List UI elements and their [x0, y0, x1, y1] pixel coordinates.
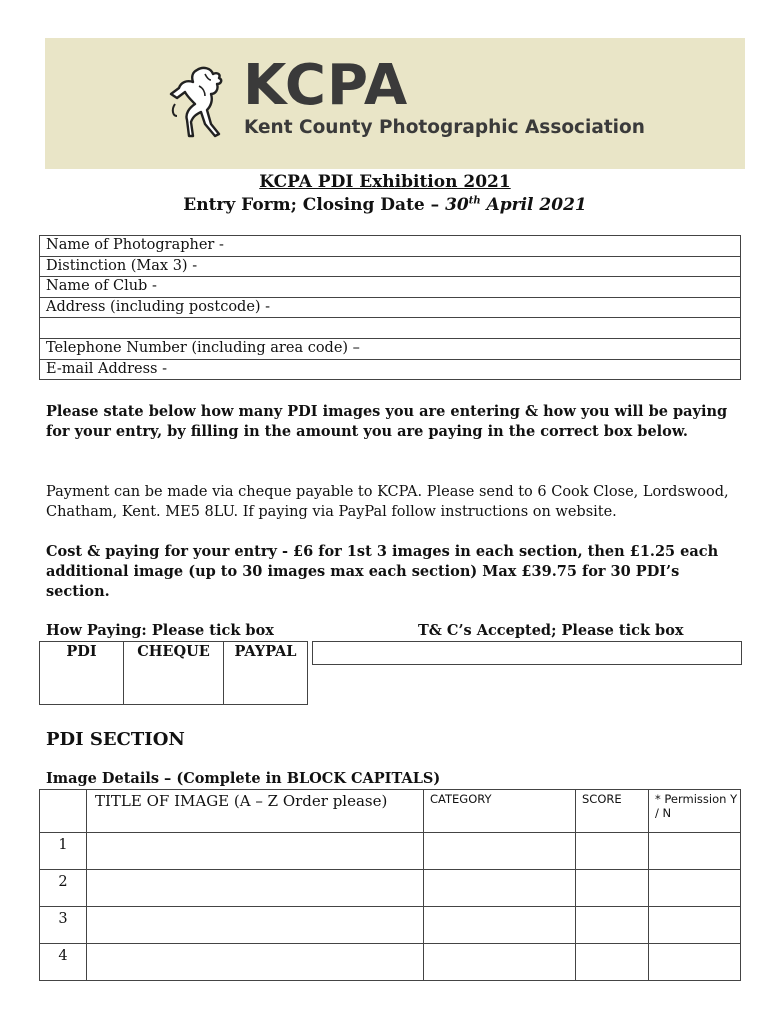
score-cell[interactable] [576, 833, 649, 870]
table-row [40, 833, 741, 870]
logo-wordmark: KCPA [243, 53, 409, 118]
entrant-details-table [39, 235, 741, 380]
subtitle-date-rest: April 2021 [480, 195, 587, 215]
row-number: 4 [40, 944, 87, 981]
subtitle-prefix: Entry Form; Closing Date – [183, 195, 446, 215]
title-cell[interactable] [87, 870, 424, 907]
header-banner [45, 38, 745, 169]
instructions-entry: Please state below how many PDI images you are entering & how you will be paying for your entry, by filling in the amount you are paying in the correct box below. [46, 403, 728, 440]
table-row [40, 907, 741, 944]
instructions-cost: Cost & paying for your entry - £6 for 1st 3 images in each section, then £1.25 each additional image (up to 30 images max each section) Max £39.75 for 30 PDI’s section. [46, 543, 719, 600]
tc-accepted-label: T& C’s Accepted; Please tick box [418, 622, 684, 639]
permission-cell[interactable] [649, 944, 741, 981]
category-cell[interactable] [424, 907, 576, 944]
logo-subtitle: Kent County Photographic Association [244, 117, 645, 138]
category-cell[interactable] [424, 944, 576, 981]
field-telephone[interactable]: Telephone Number (including area code) – [40, 338, 741, 359]
tc-accepted-box[interactable] [312, 641, 742, 665]
field-distinction[interactable]: Distinction (Max 3) - [40, 256, 741, 277]
field-address[interactable]: Address (including postcode) - [40, 297, 741, 318]
field-photographer-name[interactable]: Name of Photographer - [40, 236, 741, 257]
pay-cheque-box[interactable]: CHEQUE [124, 642, 224, 705]
score-cell[interactable] [576, 907, 649, 944]
header-category: CATEGORY [424, 790, 576, 833]
section-heading: PDI SECTION [46, 729, 185, 750]
permission-cell[interactable] [649, 833, 741, 870]
field-club-name[interactable]: Name of Club - [40, 277, 741, 298]
page-subtitle [0, 195, 770, 215]
header-score: SCORE [576, 790, 649, 833]
permission-cell[interactable] [649, 907, 741, 944]
row-number: 2 [40, 870, 87, 907]
pay-paypal-box[interactable]: PAYPAL [224, 642, 308, 705]
subtitle-day: 30 [445, 195, 469, 215]
row-number: 1 [40, 833, 87, 870]
row-number: 3 [40, 907, 87, 944]
score-cell[interactable] [576, 944, 649, 981]
subtitle-ordinal: th [468, 195, 481, 207]
score-cell[interactable] [576, 870, 649, 907]
image-details-table [39, 789, 741, 981]
field-address-line2[interactable] [40, 318, 741, 339]
pay-pdi-box[interactable]: PDI [40, 642, 124, 705]
title-cell[interactable] [87, 944, 424, 981]
table-row [40, 944, 741, 981]
field-email[interactable]: E-mail Address - [40, 359, 741, 380]
page-title: KCPA PDI Exhibition 2021 [259, 172, 511, 192]
image-details-label: Image Details – (Complete in BLOCK CAPITALS) [46, 770, 441, 787]
title-cell[interactable] [87, 907, 424, 944]
category-cell[interactable] [424, 833, 576, 870]
table-row [40, 870, 741, 907]
category-cell[interactable] [424, 870, 576, 907]
payment-method-table [39, 641, 308, 705]
permission-cell[interactable] [649, 870, 741, 907]
how-paying-label: How Paying: Please tick box [46, 622, 274, 639]
header-number-cell [40, 790, 87, 833]
instructions-payment: Payment can be made via cheque payable to KCPA. Please send to 6 Cook Close, Lordswood, Chatham, Kent. ME5 8LU. If paying via PayPal follow instructions on website. [46, 484, 729, 520]
kent-horse-logo-icon [167, 64, 235, 140]
header-permission: * Permission Y / N [649, 790, 741, 833]
title-cell[interactable] [87, 833, 424, 870]
header-title: TITLE OF IMAGE (A – Z Order please) [87, 790, 424, 833]
